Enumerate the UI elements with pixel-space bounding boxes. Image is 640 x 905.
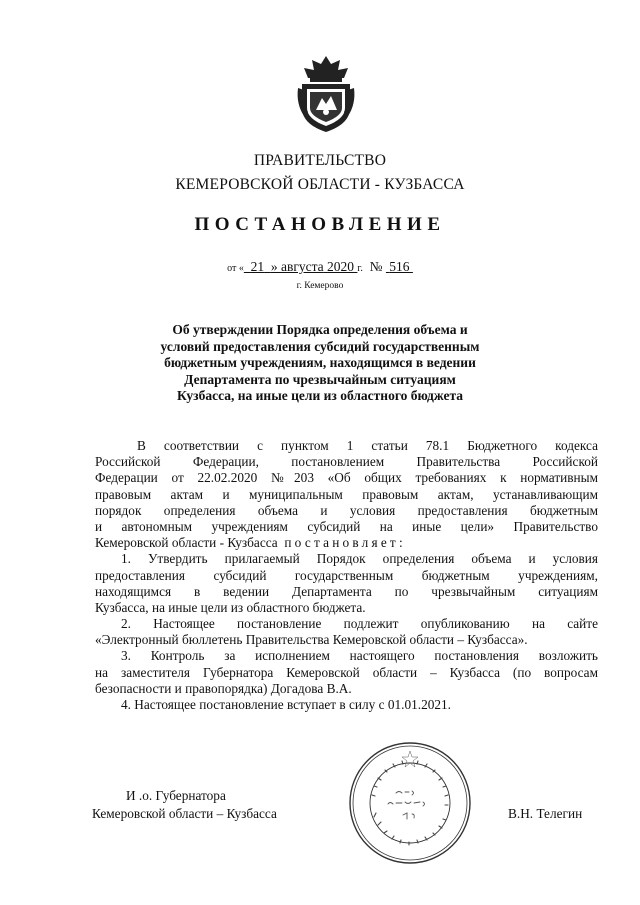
document-number: 516	[389, 259, 410, 274]
body-line-decree	[95, 535, 598, 551]
body-line: Российской Федерации, постановлением Правительства Российской	[95, 454, 598, 470]
title-line: Кузбасса, на иные цели из областного бюджета	[176, 388, 464, 403]
body-line: находящимся в ведении Департамента по чрезвычайным ситуациям	[95, 583, 598, 599]
date-and-number-line	[0, 259, 640, 275]
title-line: бюджетным учреждениям, находящимся в ведении	[164, 355, 476, 370]
body-line: 1. Утвердить прилагаемый Порядок определения объема и условия	[121, 551, 598, 567]
date-year: 2020	[327, 259, 355, 274]
body-line: 4. Настоящее постановление вступает в силу с 01.01.2021.	[121, 697, 452, 712]
document-kind: ПОСТАНОВЛЕНИЕ	[194, 214, 446, 235]
coat-of-arms-icon	[296, 54, 356, 134]
signer-role-line-2: Кемеровской области – Кузбасса	[92, 806, 277, 821]
title-line: Департамента по чрезвычайным ситуациям	[184, 371, 456, 387]
document-title	[118, 322, 522, 405]
official-seal-stamp	[348, 741, 472, 865]
body-line: 2. Настоящее постановление подлежит опубликованию на сайте	[121, 616, 598, 632]
title-line: Об утверждении Порядка определения объема и	[172, 322, 468, 337]
body-line: Федерации от 22.02.2020 №203 «Об общих требованиях к нормативным	[95, 470, 598, 486]
signer-role-line-1: И .о. Губернатора	[126, 788, 226, 803]
document-body	[95, 438, 598, 713]
signer-name: В.Н. Телегин	[508, 806, 583, 821]
body-line: порядок определения объема и условия предоставления бюджетным	[95, 502, 598, 518]
body-line: предоставления субсидий государственным бюджетным учреждениям,	[95, 567, 598, 583]
government-title-line-2: КЕМЕРОВСКОЙ ОБЛАСТИ - КУЗБАССА	[175, 176, 465, 193]
body-line: безопасности и правопорядка) Догадова В.А.	[95, 680, 352, 696]
body-line: правовым актам и муниципальным правовым актам, устанавливающим	[95, 486, 598, 502]
date-suffix: г.	[357, 263, 363, 274]
government-title-line-1: ПРАВИТЕЛЬСТВО	[253, 152, 387, 169]
body-line: Кузбасса, на иные цели из областного бюджета.	[95, 599, 366, 615]
body-line: на заместителя Губернатора Кемеровской области – Кузбасса (по вопросам	[95, 664, 598, 680]
body-line: и автономным учреждениям субсидий на иные цели» Правительство	[95, 518, 598, 534]
number-sign: №	[369, 259, 383, 274]
city-label: г. Кемерово	[296, 281, 344, 291]
body-line: В соответствии с пунктом 1 статьи 78.1 Бюджетного кодекса	[137, 438, 598, 453]
title-line: условий предоставления субсидий государственным	[160, 338, 480, 354]
body-line: «Электронный бюллетень Правительства Кемеровской области – Кузбасса».	[95, 632, 528, 648]
date-day: 21	[250, 259, 265, 274]
date-prefix: от «	[227, 263, 244, 274]
date-month: » августа	[270, 259, 324, 274]
body-line-decree-text: Кемеровской области - Кузбасса	[95, 535, 278, 551]
body-line: 3. Контроль за исполнением настоящего постановления возложить	[121, 648, 598, 664]
decree-word: постановляет:	[284, 535, 406, 551]
